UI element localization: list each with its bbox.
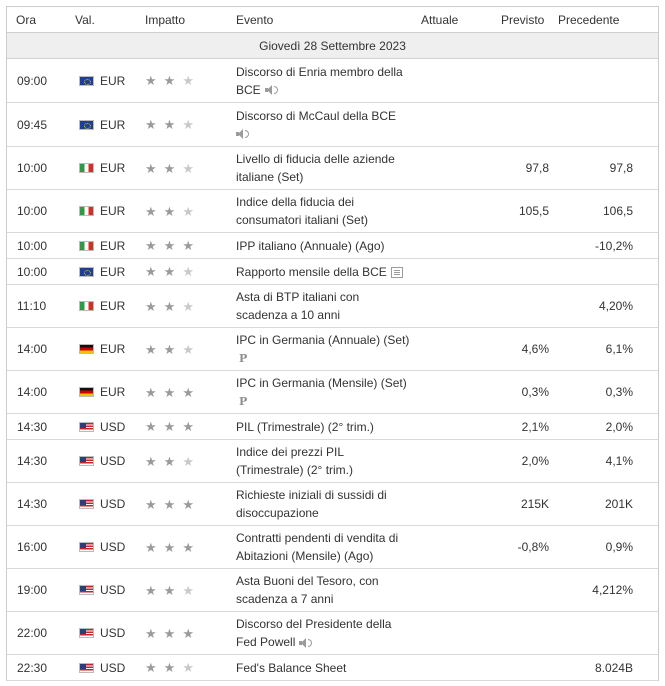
currency-code: EUR	[100, 117, 126, 132]
event-title-line2[interactable]: consumatori italiani (Set)	[236, 213, 369, 227]
header-time[interactable]: Ora	[16, 12, 37, 27]
impact-stars	[145, 498, 236, 511]
event-currency	[75, 583, 145, 597]
event-name[interactable]	[236, 486, 421, 522]
currency-code: USD	[100, 419, 126, 434]
star-filled-icon: ★	[163, 660, 176, 675]
event-previous: 0,3%	[605, 385, 633, 399]
event-row[interactable]	[7, 612, 658, 655]
event-row[interactable]	[7, 328, 658, 371]
event-row[interactable]	[7, 414, 658, 440]
event-title-line2[interactable]: Abitazioni (Mensile) (Ago)	[236, 549, 374, 563]
event-currency	[75, 161, 145, 175]
impact-stars	[145, 455, 236, 468]
flag-it-icon	[79, 241, 94, 251]
impact-stars	[145, 265, 236, 278]
event-row[interactable]	[7, 103, 658, 147]
event-name[interactable]	[236, 107, 421, 143]
star-filled-icon: ★	[182, 625, 194, 641]
flag-us-icon	[79, 542, 94, 552]
event-time: 11:10	[17, 299, 47, 313]
event-time: 14:00	[17, 342, 48, 356]
star-filled-icon: ★	[163, 419, 176, 434]
event-row[interactable]	[7, 483, 658, 526]
flag-de-icon	[79, 387, 94, 397]
star-filled-icon: ★	[145, 238, 157, 253]
star-filled-icon: ★	[145, 625, 157, 641]
event-name[interactable]	[236, 263, 421, 281]
event-currency	[75, 420, 145, 434]
header-actual[interactable]: Attuale	[421, 12, 459, 27]
event-name[interactable]	[236, 63, 421, 99]
event-currency	[75, 385, 145, 399]
currency-code: EUR	[100, 161, 126, 175]
event-title-line1[interactable]: Rapporto mensile della BCE	[236, 264, 387, 279]
event-title-line2[interactable]: scadenza a 7 anni	[236, 592, 334, 606]
event-title-line1[interactable]: Richieste iniziali di sussidi di	[236, 488, 387, 502]
star-filled-icon: ★	[145, 453, 157, 469]
impact-stars	[145, 205, 236, 218]
preliminary-icon: P	[239, 351, 248, 365]
event-time: 14:30	[17, 454, 48, 468]
event-title-line1[interactable]: Indice dei prezzi PIL	[236, 445, 345, 459]
event-previous: 97,8	[609, 161, 633, 175]
flag-us-icon	[79, 585, 94, 595]
star-empty-icon: ★	[182, 453, 194, 469]
speaker-wave	[274, 86, 278, 94]
preliminary-icon: P	[239, 394, 248, 408]
event-name[interactable]	[236, 374, 421, 411]
event-forecast: -0,8%	[517, 540, 549, 554]
event-previous: -10,2%	[594, 238, 633, 253]
star-empty-icon: ★	[182, 203, 194, 219]
star-filled-icon: ★	[163, 539, 176, 555]
event-time: 10:00	[17, 264, 48, 279]
event-forecast: 105,5	[518, 204, 549, 218]
star-filled-icon: ★	[163, 238, 176, 253]
event-title-line1[interactable]: Contratti pendenti di vendita di	[236, 531, 399, 545]
event-name[interactable]	[236, 237, 421, 255]
event-name[interactable]	[236, 418, 421, 436]
star-filled-icon: ★	[163, 496, 176, 512]
event-name[interactable]	[236, 659, 421, 677]
event-title-line1[interactable]: Indice della fiducia dei	[236, 195, 355, 209]
event-time: 10:00	[17, 238, 48, 253]
event-previous: 6,1%	[605, 342, 633, 356]
event-name[interactable]	[236, 150, 421, 186]
speaker-wave	[245, 130, 249, 138]
event-list	[7, 59, 658, 681]
speaker-icon	[299, 638, 311, 648]
event-previous: 106,5	[602, 204, 633, 218]
event-impact	[145, 118, 236, 131]
event-forecast: 0,3%	[521, 385, 549, 399]
currency-code: EUR	[100, 238, 126, 253]
event-forecast: 4,6%	[521, 342, 549, 356]
star-filled-icon: ★	[145, 298, 157, 314]
impact-stars	[145, 584, 236, 597]
event-title-line1[interactable]: IPC in Germania (Mensile) (Set)	[236, 375, 407, 390]
star-filled-icon: ★	[163, 117, 176, 132]
star-empty-icon: ★	[182, 582, 194, 598]
star-empty-icon: ★	[182, 298, 194, 314]
star-filled-icon: ★	[145, 582, 157, 598]
event-impact	[145, 205, 236, 218]
event-row[interactable]	[7, 190, 658, 233]
star-filled-icon: ★	[145, 496, 157, 512]
event-previous: 4,1%	[605, 454, 633, 468]
flag-us-icon	[79, 422, 94, 432]
star-filled-icon: ★	[145, 264, 157, 279]
event-impact	[145, 386, 236, 399]
report-icon	[391, 267, 403, 278]
event-row[interactable]	[7, 655, 658, 681]
event-previous: 8.024B	[594, 660, 633, 675]
event-impact	[145, 239, 236, 252]
speaker-wave	[308, 639, 312, 647]
impact-stars	[145, 300, 236, 313]
event-name[interactable]	[236, 615, 421, 651]
event-title-line1[interactable]: Discorso del Presidente della	[236, 617, 392, 631]
event-impact	[145, 627, 236, 640]
event-time: 09:00	[17, 73, 48, 88]
star-filled-icon: ★	[163, 453, 176, 469]
flag-us-icon	[79, 499, 94, 509]
event-forecast: 215K	[520, 497, 549, 511]
event-impact	[145, 300, 236, 313]
header-forecast[interactable]: Previsto	[501, 12, 545, 27]
star-filled-icon: ★	[182, 384, 194, 400]
currency-code: EUR	[100, 299, 126, 313]
flag-us-icon	[79, 628, 94, 638]
star-filled-icon: ★	[163, 384, 176, 400]
flag-eu-icon	[79, 120, 94, 130]
impact-stars	[145, 627, 236, 640]
event-currency	[75, 239, 145, 253]
event-time: 10:00	[17, 204, 48, 218]
currency-code: EUR	[100, 73, 126, 88]
event-currency	[75, 118, 145, 132]
header-event[interactable]: Evento	[236, 12, 274, 27]
star-filled-icon: ★	[145, 160, 157, 176]
event-time: 14:30	[17, 497, 48, 511]
flag-it-icon	[79, 206, 94, 216]
event-currency	[75, 204, 145, 218]
event-forecast: 2,1%	[521, 419, 549, 434]
event-impact	[145, 455, 236, 468]
date-divider: Giovedì 28 Settembre 2023	[7, 33, 658, 59]
event-name[interactable]	[236, 443, 421, 479]
event-title-line2[interactable]: BCE	[236, 82, 261, 97]
star-filled-icon: ★	[163, 582, 176, 598]
event-title-line1[interactable]: Discorso di McCaul della BCE	[236, 108, 397, 123]
event-title-line2[interactable]: Fed Powell	[236, 635, 296, 649]
event-name[interactable]	[236, 193, 421, 229]
star-filled-icon: ★	[163, 203, 176, 219]
event-impact	[145, 541, 236, 554]
flag-de-icon	[79, 344, 94, 354]
header-previous[interactable]: Precedente	[558, 12, 620, 27]
star-empty-icon: ★	[182, 264, 194, 279]
star-filled-icon: ★	[145, 341, 157, 357]
event-row[interactable]	[7, 569, 658, 612]
event-title-line1[interactable]: Livello di fiducia delle aziende	[236, 152, 395, 166]
event-time: 10:00	[17, 161, 48, 175]
event-name[interactable]	[236, 572, 421, 608]
star-empty-icon: ★	[182, 341, 194, 357]
star-filled-icon: ★	[145, 419, 157, 434]
star-filled-icon: ★	[163, 341, 176, 357]
currency-code: USD	[100, 660, 126, 675]
star-empty-icon: ★	[182, 160, 194, 176]
event-currency	[75, 74, 145, 88]
currency-code: USD	[100, 626, 126, 640]
star-filled-icon: ★	[182, 539, 194, 555]
event-title-line1[interactable]: Asta Buoni del Tesoro, con	[236, 574, 379, 588]
event-title-line2[interactable]: (Trimestrale) (2° trim.)	[236, 463, 354, 477]
table-header	[7, 7, 658, 33]
currency-code: USD	[100, 583, 126, 597]
event-impact	[145, 498, 236, 511]
event-name[interactable]	[236, 529, 421, 565]
speaker-icon	[265, 85, 277, 95]
star-filled-icon: ★	[163, 298, 176, 314]
event-previous: 2,0%	[605, 419, 633, 434]
star-filled-icon: ★	[163, 73, 176, 88]
star-filled-icon: ★	[163, 625, 176, 641]
impact-stars	[145, 420, 236, 433]
event-name[interactable]	[236, 288, 421, 324]
event-impact	[145, 584, 236, 597]
impact-stars	[145, 386, 236, 399]
event-impact	[145, 162, 236, 175]
star-filled-icon: ★	[145, 117, 157, 132]
event-previous: 4,20%	[598, 299, 633, 313]
event-impact	[145, 661, 236, 674]
event-time: 22:30	[17, 660, 48, 675]
flag-eu-icon	[79, 267, 94, 277]
header-currency[interactable]: Val.	[75, 12, 95, 27]
currency-code: USD	[100, 540, 126, 554]
event-time: 14:00	[17, 385, 48, 399]
event-currency	[75, 454, 145, 468]
star-filled-icon: ★	[182, 238, 194, 253]
event-impact	[145, 343, 236, 356]
event-row[interactable]	[7, 259, 658, 285]
star-empty-icon: ★	[182, 117, 194, 132]
impact-stars	[145, 343, 236, 356]
flag-us-icon	[79, 456, 94, 466]
event-title-line1[interactable]: Asta di BTP italiani con	[236, 290, 360, 304]
star-filled-icon: ★	[182, 419, 194, 434]
star-filled-icon: ★	[145, 660, 157, 675]
event-title-line1[interactable]: Discorso di Enria membro della	[236, 64, 403, 79]
event-row[interactable]	[7, 147, 658, 190]
event-currency	[75, 540, 145, 554]
impact-stars	[145, 239, 236, 252]
event-row[interactable]	[7, 59, 658, 103]
event-row[interactable]	[7, 440, 658, 483]
event-currency	[75, 626, 145, 640]
event-impact	[145, 420, 236, 433]
event-previous: 4,212%	[592, 583, 633, 597]
star-filled-icon: ★	[163, 160, 176, 176]
economic-calendar	[6, 6, 659, 681]
event-title-line1[interactable]: PIL (Trimestrale) (2° trim.)	[236, 419, 374, 434]
event-currency	[75, 497, 145, 511]
event-title-line2[interactable]: scadenza a 10 anni	[236, 308, 341, 322]
flag-eu-icon	[79, 76, 94, 86]
event-time: 09:45	[17, 117, 48, 132]
impact-stars	[145, 162, 236, 175]
event-forecast: 2,0%	[521, 454, 549, 468]
currency-code: EUR	[100, 385, 126, 399]
event-forecast: 97,8	[525, 161, 549, 175]
currency-code: USD	[100, 454, 126, 468]
event-currency	[75, 299, 145, 313]
impact-stars	[145, 74, 236, 87]
star-filled-icon: ★	[145, 73, 157, 88]
event-impact	[145, 265, 236, 278]
star-filled-icon: ★	[145, 539, 157, 555]
flag-it-icon	[79, 163, 94, 173]
currency-code: EUR	[100, 204, 126, 218]
star-filled-icon: ★	[145, 203, 157, 219]
flag-it-icon	[79, 301, 94, 311]
event-currency	[75, 661, 145, 675]
event-title-line1[interactable]: Fed's Balance Sheet	[236, 660, 347, 675]
event-row[interactable]	[7, 233, 658, 259]
star-filled-icon: ★	[182, 496, 194, 512]
star-filled-icon: ★	[163, 264, 176, 279]
event-title-line1[interactable]: IPC in Germania (Annuale) (Set)	[236, 332, 410, 347]
event-time: 16:00	[17, 540, 48, 554]
star-filled-icon: ★	[145, 384, 157, 400]
currency-code: USD	[100, 497, 126, 511]
header-impact[interactable]: Impatto	[145, 12, 186, 27]
star-empty-icon: ★	[182, 660, 194, 675]
event-row[interactable]	[7, 371, 658, 414]
event-time: 22:00	[17, 626, 48, 640]
impact-stars	[145, 541, 236, 554]
event-currency	[75, 265, 145, 279]
impact-stars	[145, 661, 236, 674]
event-row[interactable]	[7, 285, 658, 328]
event-time: 19:00	[17, 583, 48, 597]
speaker-icon	[236, 129, 248, 139]
event-currency	[75, 342, 145, 356]
event-time: 14:30	[17, 419, 48, 434]
event-title-line2[interactable]: disoccupazione	[236, 506, 319, 520]
event-title-line2[interactable]: italiane (Set)	[236, 170, 304, 184]
currency-code: EUR	[100, 342, 126, 356]
event-previous: 201K	[604, 497, 633, 511]
event-previous: 0,9%	[605, 540, 633, 554]
event-row[interactable]	[7, 526, 658, 569]
impact-stars	[145, 118, 236, 131]
currency-code: EUR	[100, 264, 126, 279]
event-name[interactable]	[236, 331, 421, 368]
event-impact	[145, 74, 236, 87]
flag-us-icon	[79, 663, 94, 673]
event-title-line1[interactable]: IPP italiano (Annuale) (Ago)	[236, 238, 385, 253]
star-empty-icon: ★	[182, 73, 194, 88]
